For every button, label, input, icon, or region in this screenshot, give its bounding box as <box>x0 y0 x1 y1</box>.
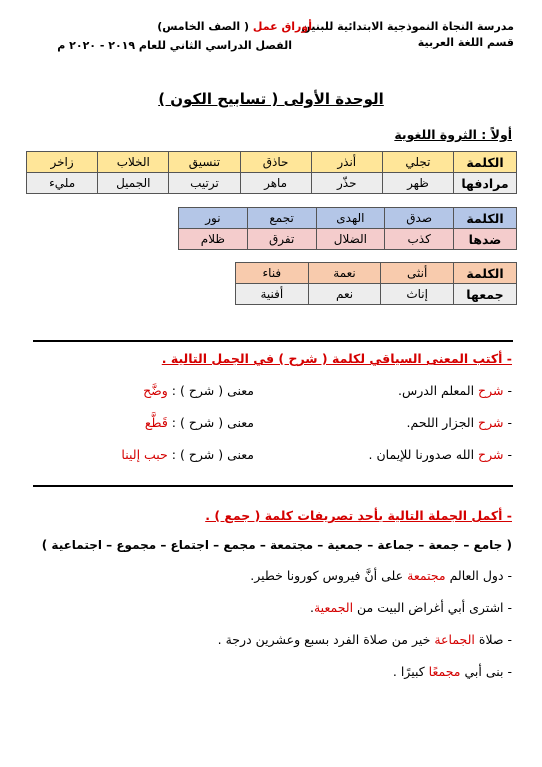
fill-sentence-4 <box>393 664 512 679</box>
sentence-answer: مجمعًا <box>428 664 461 679</box>
context-answer-1 <box>143 383 254 398</box>
plurals-words-row <box>236 263 517 284</box>
term-label: الفصل الدراسي الثاني للعام ٢٠١٩ - ٢٠٢٠ م <box>57 39 292 52</box>
table-cell: ترتيب <box>169 173 240 194</box>
synonyms-words-row <box>27 152 517 173</box>
keyword: شرح <box>478 415 504 430</box>
sentence-after: خير من صلاة الفرد بسبع وعشرين درجة . <box>217 632 431 647</box>
plurals-table <box>235 262 517 305</box>
synonyms-table <box>26 151 517 194</box>
context-answer-3 <box>121 447 254 462</box>
antonyms-words-row <box>179 208 517 229</box>
section1-title <box>394 127 512 142</box>
table-cell: نعم <box>308 284 381 305</box>
keyword: شرح <box>478 383 504 398</box>
unit-title-text: الوحدة الأولى ( تسابيح الكون ) <box>158 90 384 108</box>
unit-title <box>0 90 542 108</box>
table-cell: نعمة <box>308 263 381 284</box>
synonyms-header-cell: مرادفها <box>454 173 517 194</box>
table-cell: الخلاب <box>98 152 169 173</box>
section3-title <box>205 508 512 523</box>
table-cell: نور <box>179 208 248 229</box>
fill-sentence-3 <box>218 632 512 647</box>
word-options: ( جامع – جمعة – جماعة – جمعية – مجتمعة – مجمع – اجتماع – مجموع – اجتماعية ) <box>41 538 512 552</box>
grade-label: ( الصف الخامس) <box>157 20 250 33</box>
antonyms-table <box>178 207 517 250</box>
table-cell: ظهر <box>382 173 453 194</box>
fill-sentence-2 <box>310 600 512 615</box>
sentence-text: المعلم الدرس. <box>397 383 475 398</box>
table-cell: مليء <box>27 173 98 194</box>
worksheet-label: أوراق عمل <box>252 20 312 33</box>
synonyms-header-cell: الكلمة <box>454 152 517 173</box>
table-cell: كذب <box>385 229 454 250</box>
table-cell: ماهر <box>240 173 311 194</box>
table-cell: ظلام <box>179 229 248 250</box>
school-name: مدرسة النجاة النموذجية الابتدائية للبنين <box>301 20 514 33</box>
worksheet-heading <box>157 20 312 33</box>
sentence-text: الجزار اللحم. <box>406 415 475 430</box>
sentence-after: . <box>309 600 314 615</box>
context-line-3 <box>369 447 512 462</box>
table-cell: إناث <box>381 284 454 305</box>
context-line-2 <box>407 415 512 430</box>
context-answer-2 <box>145 415 254 430</box>
table-cell: أنذر <box>311 152 382 173</box>
table-cell: زاخر <box>27 152 98 173</box>
table-cell: الضلال <box>316 229 385 250</box>
table-cell: أفنية <box>236 284 309 305</box>
antonyms-header-cell: ضدها <box>454 229 517 250</box>
table-cell: الهدى <box>316 208 385 229</box>
table-cell: حاذق <box>240 152 311 173</box>
context-line-1 <box>398 383 512 398</box>
antonyms-header-cell: الكلمة <box>454 208 517 229</box>
table-cell: أنثى <box>381 263 454 284</box>
sentence-before: - اشترى أبي أغراض البيت من <box>357 600 512 615</box>
sentence-after: كبيرًا . <box>392 664 425 679</box>
line-prefix: - <box>507 383 512 398</box>
synonyms-meanings-row <box>27 173 517 194</box>
sentence-before: - دول العالم <box>449 568 512 583</box>
section-divider <box>33 485 513 487</box>
table-cell: حذّر <box>311 173 382 194</box>
section-divider <box>33 340 513 342</box>
sentence-after: على أنَّ فيروس كورونا خطير. <box>250 568 404 583</box>
sentence-before: - بنى أبي <box>464 664 512 679</box>
sentence-answer: الجمعية <box>313 600 354 615</box>
answer-text: وضَّح <box>143 383 168 398</box>
meaning-label: معنى ( شرح ) : <box>171 447 254 462</box>
keyword: شرح <box>478 447 504 462</box>
line-prefix: - <box>507 415 512 430</box>
table-cell: فناء <box>236 263 309 284</box>
answer-text: قَطَّع <box>144 415 168 430</box>
sentence-text: الله صدورنا للإيمان . <box>368 447 475 462</box>
meaning-label: معنى ( شرح ) : <box>171 383 254 398</box>
plurals-header-cell: جمعها <box>454 284 517 305</box>
table-cell: صدق <box>385 208 454 229</box>
sentence-before: - صلاة <box>478 632 512 647</box>
answer-text: حبب إلينا <box>121 447 168 462</box>
section2-title <box>162 351 512 366</box>
table-cell: تفرق <box>247 229 316 250</box>
plurals-forms-row <box>236 284 517 305</box>
section1-title-text: أولاً : الثروة اللغوية <box>394 127 512 142</box>
sentence-answer: الجماعة <box>434 632 475 647</box>
line-prefix: - <box>507 447 512 462</box>
department-name: قسم اللغة العربية <box>417 36 514 49</box>
antonyms-opposites-row <box>179 229 517 250</box>
table-cell: تنسيق <box>169 152 240 173</box>
table-cell: تجمع <box>247 208 316 229</box>
plurals-header-cell: الكلمة <box>454 263 517 284</box>
section2-title-text: - أكتب المعنى السياقي لكلمة ( شرح ) في الجمل التالية . <box>161 351 512 366</box>
meaning-label: معنى ( شرح ) : <box>171 415 254 430</box>
fill-sentence-1 <box>250 568 512 583</box>
section3-title-text: - أكمل الجملة التالية بأحد تصريفات كلمة ( جمع ) . <box>205 508 512 523</box>
sentence-answer: مجتمعة <box>407 568 446 583</box>
table-cell: تجلي <box>382 152 453 173</box>
table-cell: الجميل <box>98 173 169 194</box>
